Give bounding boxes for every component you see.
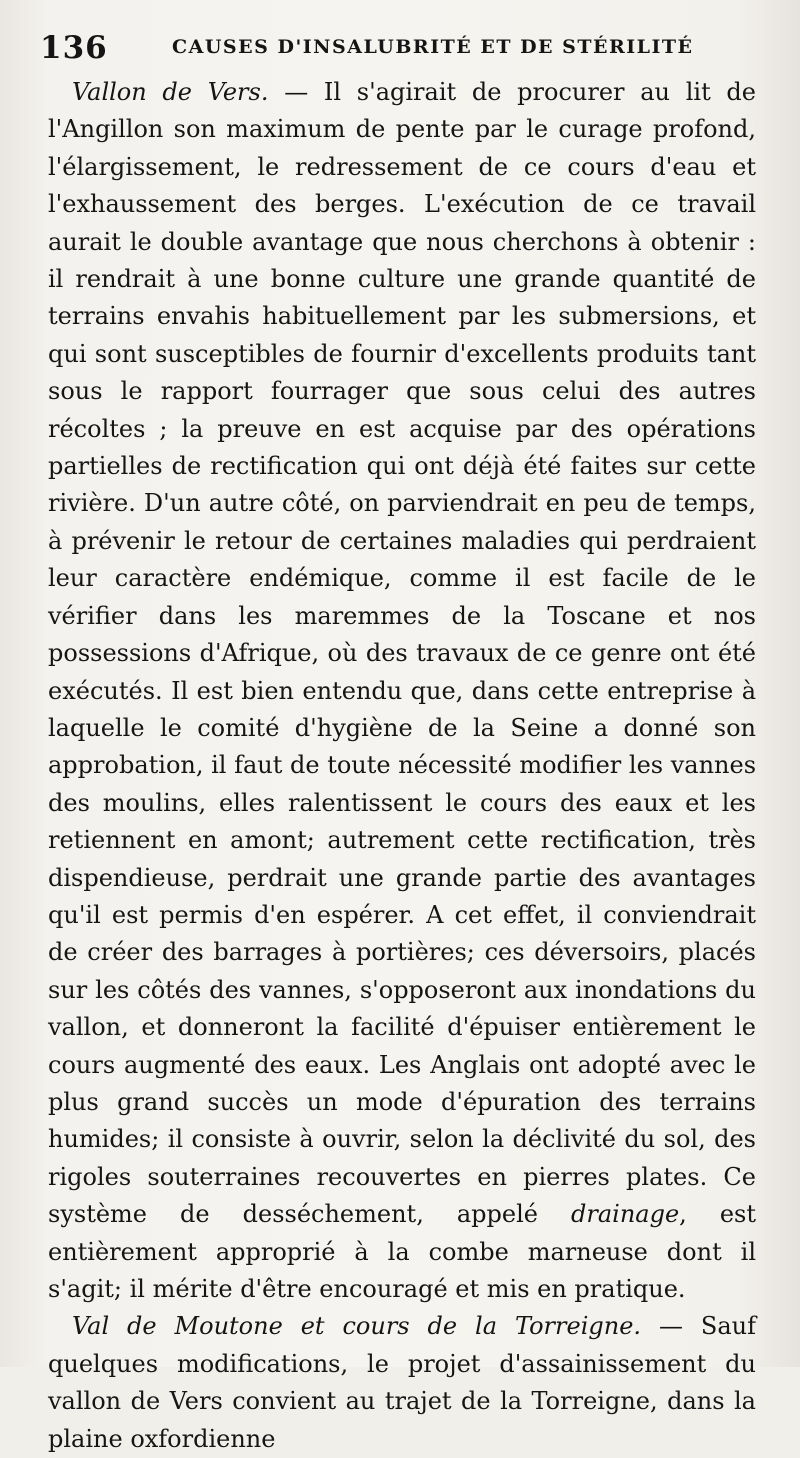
paragraph-tail: , est entièrement approprié à la combe marneuse dont il s'agit; il mérite d'être encouragé et mis en pratique. [48, 1200, 756, 1303]
paragraph-text: — Sauf quelques modifications, le projet d'assainissement du vallon de Vers convient au trajet de la Torreigne, dans la plaine oxfordienne [48, 1312, 756, 1453]
italic-term: drainage [571, 1200, 680, 1229]
paragraph-lead: Val de Moutone et cours de la Torreigne. [72, 1312, 642, 1341]
paragraph-val-de-moutone [48, 1308, 756, 1458]
paragraph-text: — Il s'agirait de procurer au lit de l'Angillon son maximum de pente par le curage profond, l'élargissement, le redressement de ce cours d'eau et l'exhaussement des berges. L'exécution de ce travail aurait le double avantage que nous cherchons à obtenir : il rendrait à une bonne culture une grande quantité de terrains envahis habituellement par les submersions, et qui sont susceptibles de fournir d'excellents produits tant sous le rapport fourrager que sous celui des autres récoltes ; la preuve en est acquise par des opérations partielles de rectification qui ont déjà été faites sur cette rivière. D'un autre côté, on parviendrait en peu de temps, à prévenir le retour de certaines maladies qui perdraient leur caractère endémique, comme il est facile de le vérifier dans les maremmes de la Toscane et nos possessions d'Afrique, où des travaux de ce genre ont été exécutés. Il est bien entendu que, dans cette entreprise à laquelle le comité d'hygiène de la Seine a donné son approbation, il faut de toute nécessité modifier les vannes des moulins, elles ralentissent le cours des eaux et les retiennent en amont; autrement cette rectification, très dispendieuse, perdrait une grande partie des avantages qu'il est permis d'en espérer. A cet effet, il conviendrait de créer des barrages à portières; ces déversoirs, placés sur les côtés des vannes, s'opposeront aux inondations du vallon, et donneront la facilité d'épuiser entièrement le cours augmenté des eaux. Les Anglais ont adopté avec le plus grand succès un mode d'épuration des terrains humides; il consiste à ouvrir, selon la déclivité du sol, des rigoles souterraines recouvertes en pierres plates. Ce système de desséchement, appelé [48, 78, 757, 1229]
paragraph-lead: Vallon de Vers. [72, 78, 269, 106]
page-header [40, 30, 760, 70]
running-title: CAUSES D'INSALUBRITÉ ET DE STÉRILITÉ [172, 36, 694, 58]
paragraph-vallon-de-vers [48, 74, 756, 1308]
page-number: 136 [40, 30, 108, 66]
body-text [48, 74, 756, 1458]
